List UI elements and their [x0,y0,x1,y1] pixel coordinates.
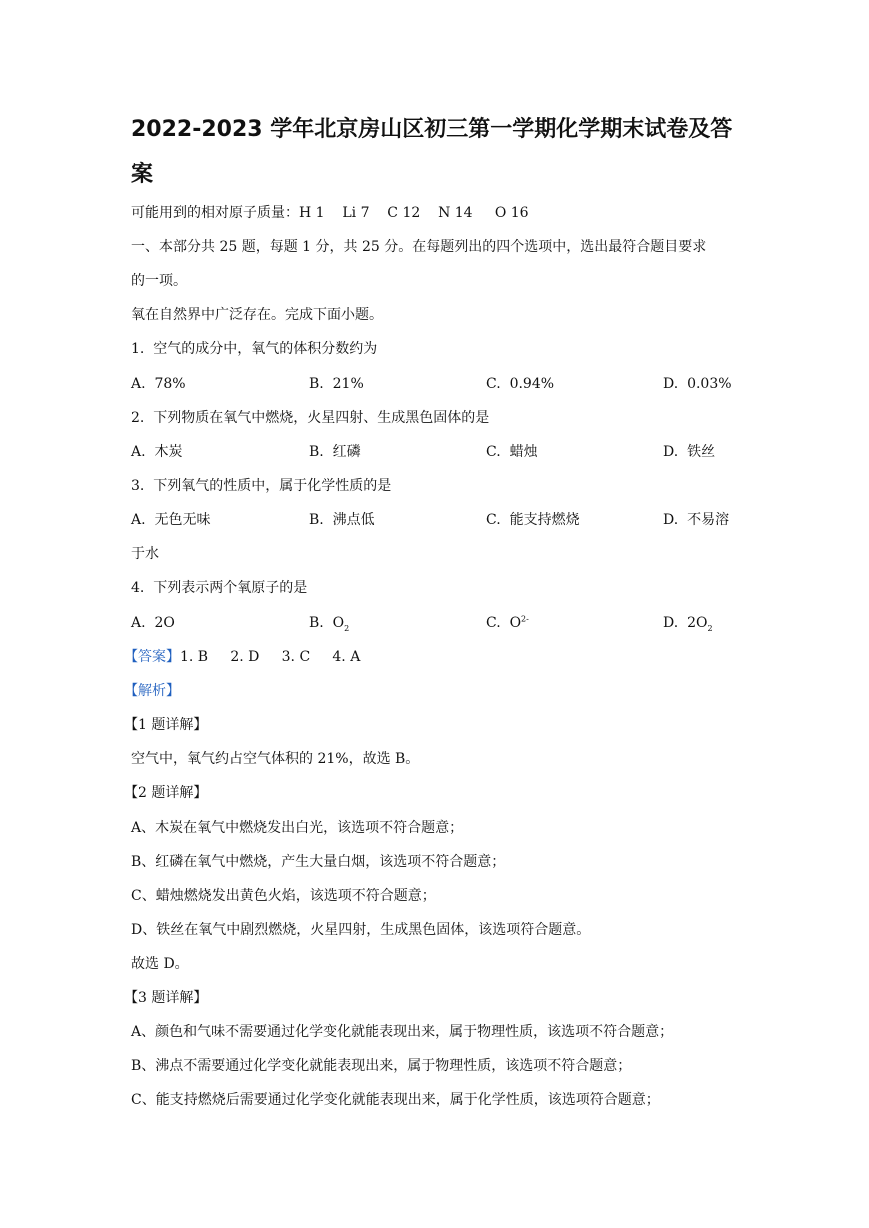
question-3-option-d-continuation: 于水 [131,546,159,562]
analysis-label: 【解析】 [124,683,180,699]
question-2-option-b: B. 红磷 [309,444,361,460]
detail-3-line-1: A、颜色和气味不需要通过化学变化就能表现出来，属于物理性质，该选项不符合题意； [131,1024,674,1040]
question-4-option-d [663,614,713,632]
detail-1-line-1: 空气中，氧气约占空气体积的 21%，故选 B。 [131,751,420,767]
question-2-option-d: D. 铁丝 [663,444,716,460]
question-1-option-a: A. 78% [131,376,186,392]
detail-2-line-2: B、红磷在氧气中燃烧，产生大量白烟，该选项不符合题意； [131,854,506,870]
question-1-option-c: C. 0.94% [486,376,555,392]
question-3-option-d: D. 不易溶 [663,512,730,528]
question-4-option-a: A. 2O [131,615,175,631]
detail-3-line-2: B、沸点不需要通过化学变化就能表现出来，属于物理性质，该选项不符合题意； [131,1058,632,1074]
question-1-option-b: B. 21% [309,376,364,392]
question-2-option-c: C. 蜡烛 [486,444,538,460]
section-instruction-line-1: 一、本部分共 25 题，每题 1 分，共 25 分。在每题列出的四个选项中，选出最符合题目要求 [131,239,707,255]
detail-2-line-3: C、蜡烛燃烧发出黄色火焰，该选项不符合题意； [131,888,436,904]
option-d-formula: D. 2O [663,615,708,631]
subscript: 2 [707,623,713,633]
question-1-stem: 1. 空气的成分中，氧气的体积分数约为 [131,341,378,357]
detail-3-line-3: C、能支持燃烧后需要通过化学变化就能表现出来，属于化学性质，该选项符合题意； [131,1092,660,1108]
answer-label: 【答案】 [124,649,180,665]
question-3-option-b: B. 沸点低 [309,512,375,528]
detail-2-line-5: 故选 D。 [131,956,189,972]
detail-3-heading: 【3 题详解】 [124,990,208,1006]
section-instruction-line-2: 的一项。 [131,273,187,289]
detail-1-heading: 【1 题详解】 [124,717,208,733]
document-title-line-2: 案 [131,162,154,187]
question-4-option-b [309,614,349,632]
superscript: 2- [521,614,529,624]
question-1-option-d: D. 0.03% [663,376,732,392]
question-4-option-c [486,614,529,632]
option-b-formula: B. O [309,615,345,631]
question-2-option-a: A. 木炭 [131,444,183,460]
question-2-stem: 2. 下列物质在氧气中燃烧，火星四射、生成黑色固体的是 [131,410,490,426]
subscript: 2 [344,623,350,633]
question-4-stem: 4. 下列表示两个氧原子的是 [131,580,308,596]
question-3-option-c: C. 能支持燃烧 [486,512,580,528]
detail-2-heading: 【2 题详解】 [124,785,208,801]
atomic-masses-line: 可能用到的相对原子质量：H 1 Li 7 C 12 N 14 O 16 [131,205,529,221]
answer-line [124,648,360,666]
question-3-stem: 3. 下列氧气的性质中，属于化学性质的是 [131,478,392,494]
option-c-formula: C. O [486,615,522,631]
detail-2-line-4: D、铁丝在氧气中剧烈燃烧，火星四射，生成黑色固体，该选项符合题意。 [131,922,591,938]
detail-2-line-1: A、木炭在氧气中燃烧发出白光，该选项不符合题意； [131,820,464,836]
document-title-line-1: 2022-2023 学年北京房山区初三第一学期化学期末试卷及答 [131,117,733,142]
question-3-option-a: A. 无色无味 [131,512,211,528]
question-group-intro: 氧在自然界中广泛存在。完成下面小题。 [131,307,383,323]
answer-text: 1. B 2. D 3. C 4. A [180,649,361,665]
